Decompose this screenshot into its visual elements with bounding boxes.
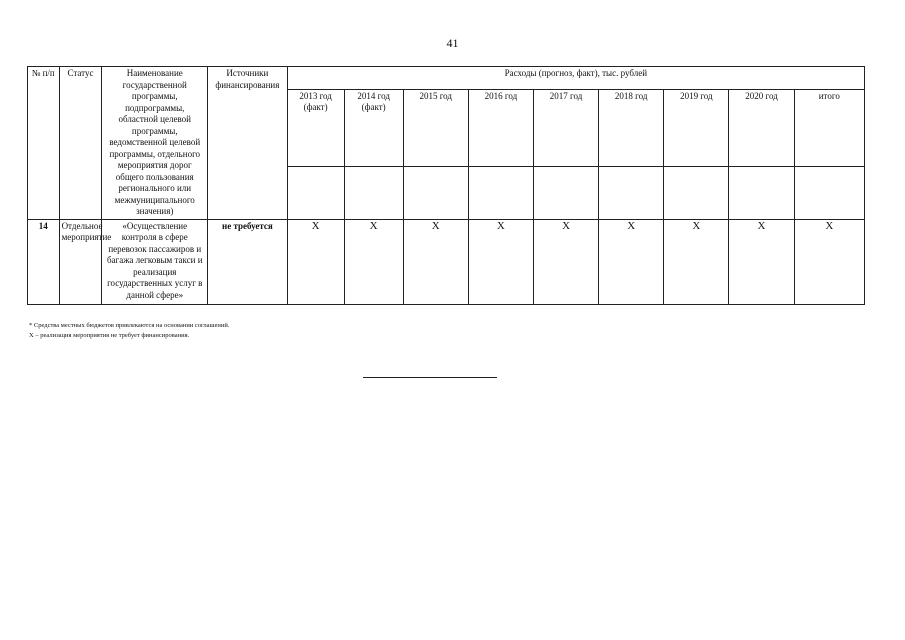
empty-cell (729, 166, 794, 219)
footnotes (29, 321, 229, 341)
budget-table (27, 66, 865, 305)
header-expenses: Расходы (прогноз, факт), тыс. рублей (287, 67, 864, 90)
header-name: Наименование государственной программы, подпрограммы, областной целевой программы, ведомственной целевой программы, отдельного мероприятия дорог общего пользования регионального или межмуниципального значения) (102, 67, 208, 220)
empty-cell (403, 166, 468, 219)
header-year: 2015 год (403, 89, 468, 166)
footnote: * Средства местных бюджетов привлекаются на основании соглашений. (29, 322, 230, 329)
header-year: 2019 год (664, 89, 729, 166)
row-name: «Осуществление контроля в сфере перевозок пассажиров и багажа легковым такси и реализация государственных услуг в данной сфере» (102, 219, 208, 304)
footnote: X – реализация мероприятия не требует финансирования. (29, 332, 190, 339)
header-status: Статус (59, 67, 102, 220)
row-value: X (287, 219, 344, 304)
header-year: 2020 год (729, 89, 794, 166)
empty-cell (468, 166, 533, 219)
empty-cell (344, 166, 403, 219)
row-source: не требуется (208, 219, 287, 304)
header-num: № п/п (28, 67, 60, 220)
header-total: итого (794, 89, 864, 166)
empty-cell (287, 166, 344, 219)
row-num: 14 (28, 219, 60, 304)
header-year: 2018 год (599, 89, 664, 166)
row-status: Отдельное мероприятие (59, 219, 102, 304)
row-value: X (533, 219, 598, 304)
header-year: 2014 год (факт) (344, 89, 403, 166)
row-value: X (468, 219, 533, 304)
row-value: X (403, 219, 468, 304)
row-value: X (344, 219, 403, 304)
empty-cell (664, 166, 729, 219)
row-total: X (794, 219, 864, 304)
header-year: 2016 год (468, 89, 533, 166)
row-value: X (729, 219, 794, 304)
row-value: X (664, 219, 729, 304)
row-value: X (599, 219, 664, 304)
header-year: 2013 год (факт) (287, 89, 344, 166)
header-sources: Источники финансирования (208, 67, 287, 220)
page-number: 41 (446, 36, 459, 50)
table-row (28, 219, 865, 304)
empty-cell (599, 166, 664, 219)
closing-rule (363, 377, 497, 378)
header-year: 2017 год (533, 89, 598, 166)
empty-cell (794, 166, 864, 219)
empty-cell (533, 166, 598, 219)
